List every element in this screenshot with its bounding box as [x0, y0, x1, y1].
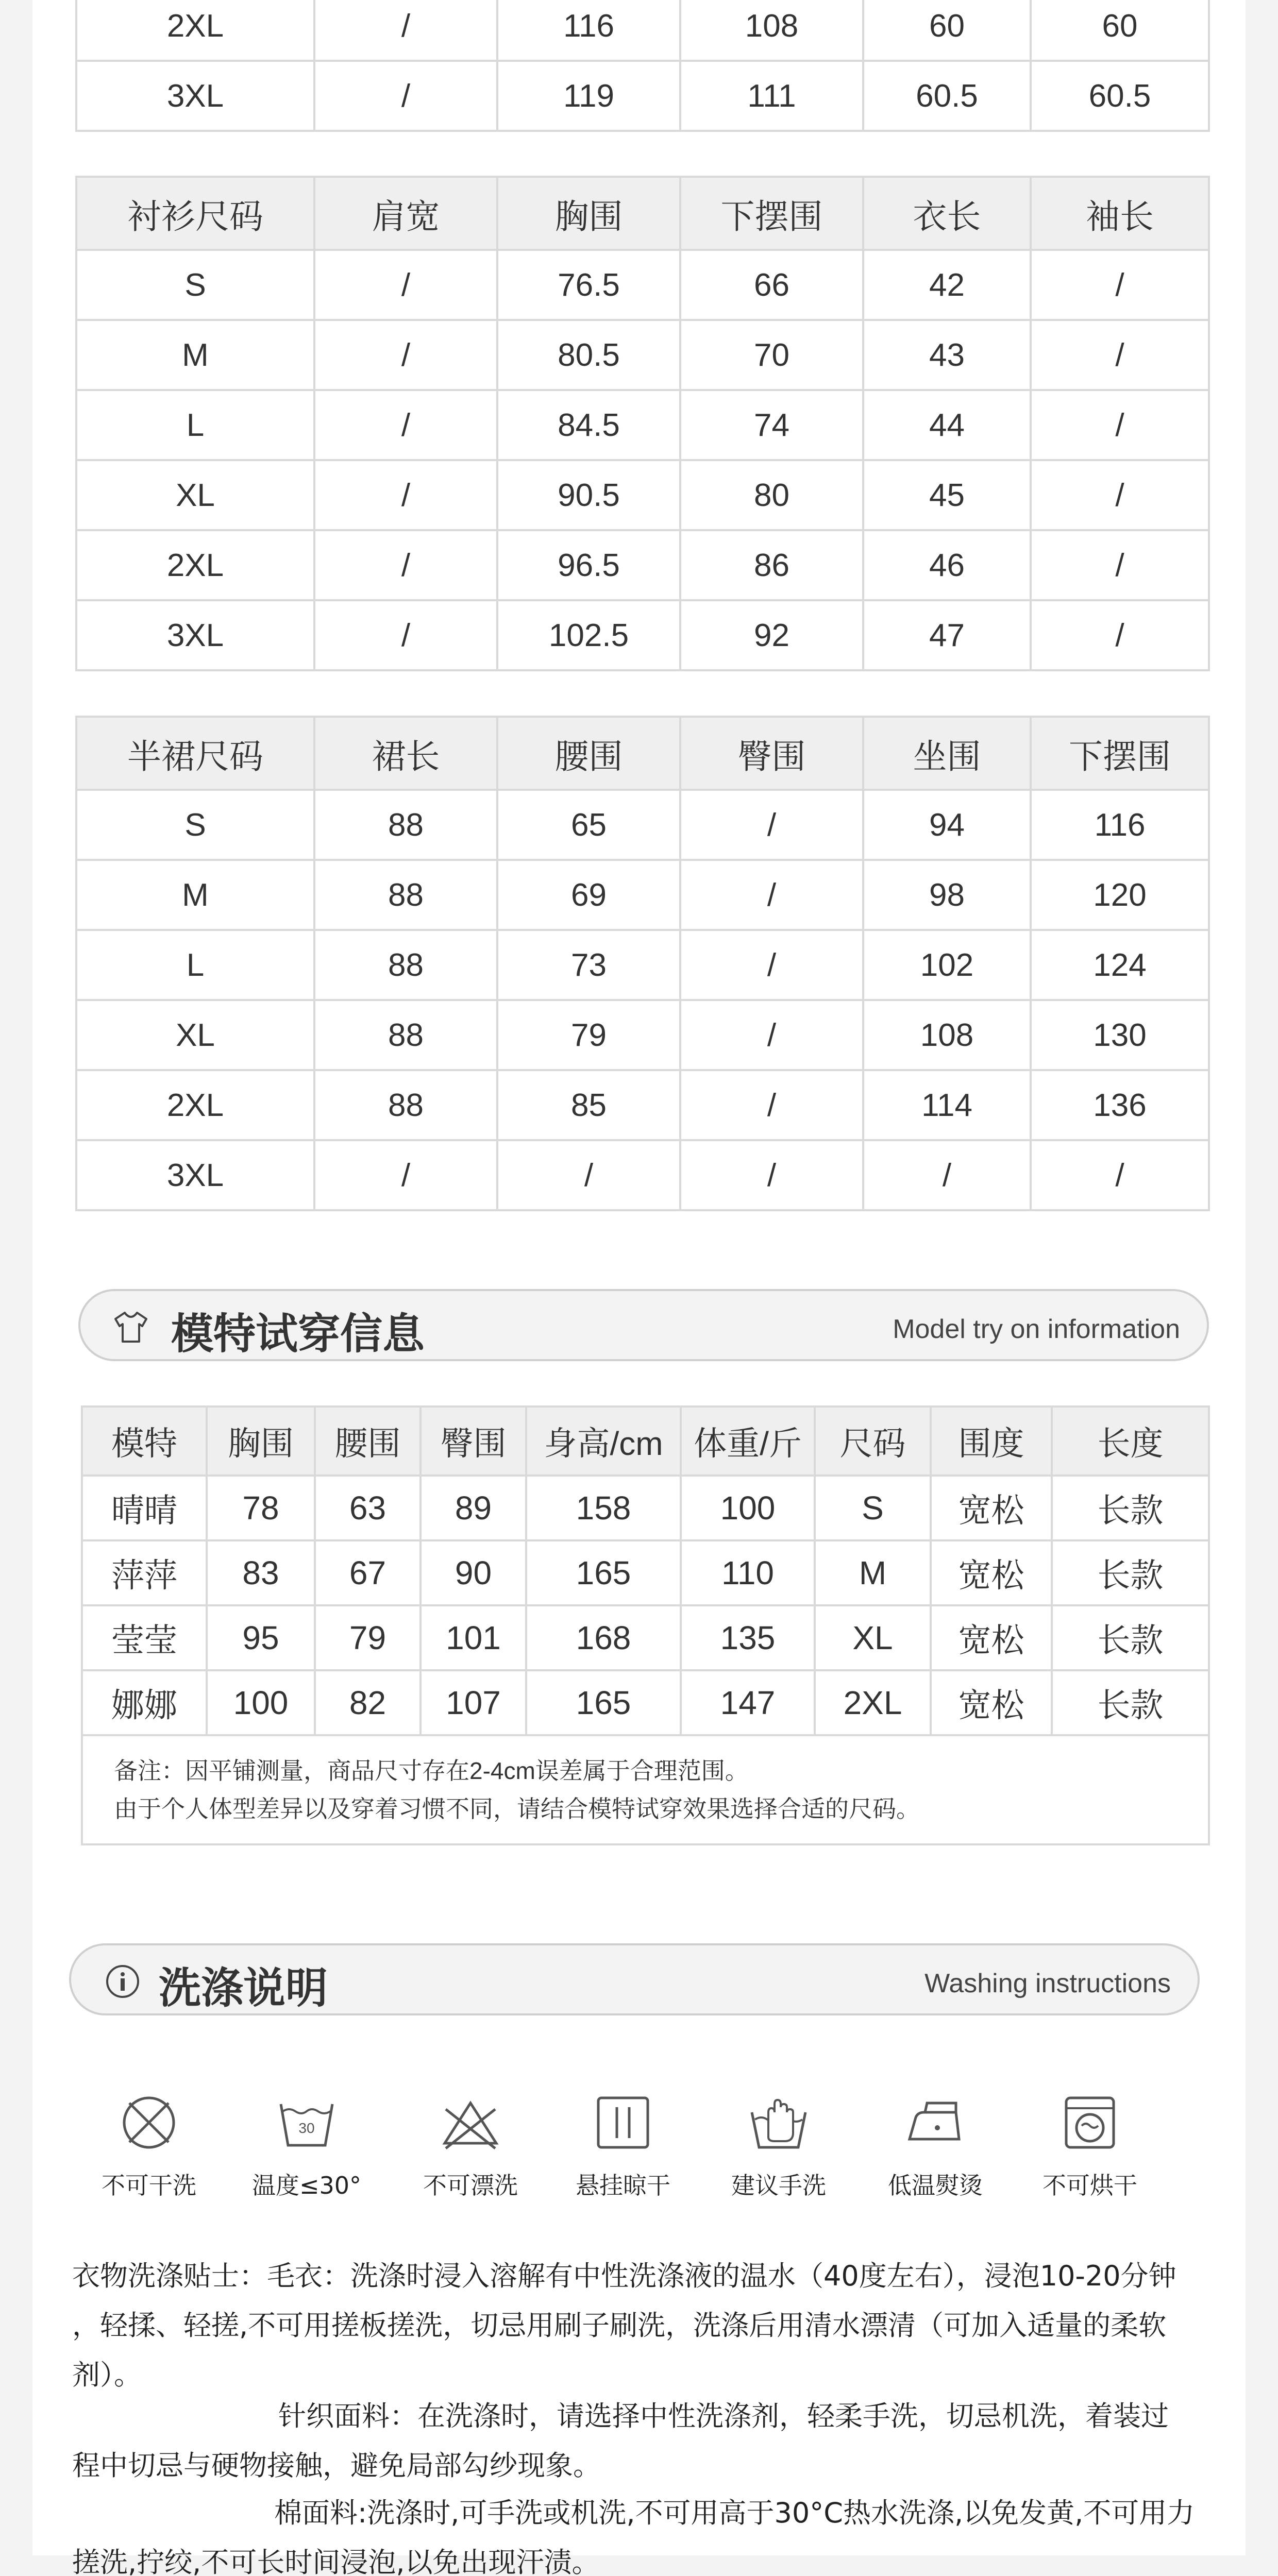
table-cell: 47: [863, 600, 1031, 670]
table-cell: 60: [1031, 0, 1209, 61]
table-cell: 136: [1031, 1070, 1209, 1140]
no-bleach-icon: [440, 2092, 501, 2154]
table-cell: 长款: [1052, 1670, 1209, 1735]
column-header: 臀围: [421, 1406, 526, 1476]
hang-dry: [559, 2092, 687, 2201]
table-cell: 萍萍: [82, 1540, 207, 1605]
table-cell: /: [1031, 250, 1209, 320]
model-table-note: [82, 1735, 1209, 1844]
table-cell: 69: [497, 860, 680, 930]
table-row: [76, 61, 1209, 131]
table-row: [76, 530, 1209, 600]
table-cell: 42: [863, 250, 1031, 320]
table-cell: 2XL: [76, 530, 314, 600]
care-line: 搓洗,拧绞,不可长时间浸泡,以免出现汗渍。: [72, 2546, 600, 2576]
table-cell: 110: [681, 1540, 815, 1605]
table-row: [76, 1070, 1209, 1140]
table-cell: 88: [314, 860, 497, 930]
wash-30-icon: [276, 2092, 338, 2154]
table-cell: /: [680, 1140, 863, 1210]
care-line: 针织面料：在洗涤时，请选择中性洗涤剂，轻柔手洗，切忌机洗，着装过: [278, 2400, 1169, 2432]
table-cell: 124: [1031, 930, 1209, 1000]
table-cell: 102.5: [497, 600, 680, 670]
table-cell: 80: [680, 460, 863, 530]
table-cell: S: [76, 250, 314, 320]
table-cell: 46: [863, 530, 1031, 600]
shirt-size-table: [75, 176, 1210, 671]
table-cell: 120: [1031, 860, 1209, 930]
wash-label: 不可漂洗: [423, 2172, 518, 2199]
table-cell: 79: [315, 1605, 421, 1670]
column-header: 长度: [1052, 1406, 1209, 1476]
table-cell: /: [1031, 1140, 1209, 1210]
column-header: 肩宽: [314, 177, 497, 250]
table-cell: 莹莹: [82, 1605, 207, 1670]
table-cell: 娜娜: [82, 1670, 207, 1735]
table-row: [76, 460, 1209, 530]
no-tumble-dry-icon: [1059, 2092, 1121, 2154]
table-cell: /: [863, 1140, 1031, 1210]
table-cell: 78: [207, 1476, 315, 1540]
table-cell: 76.5: [497, 250, 680, 320]
table-cell: 108: [680, 0, 863, 61]
model-info-subtitle: Model try on information: [893, 1314, 1180, 1344]
table-cell: 79: [497, 1000, 680, 1070]
wash-30: [242, 2092, 371, 2201]
table-cell: /: [314, 320, 497, 390]
no-dry-clean-icon: [118, 2092, 180, 2154]
table-cell: /: [497, 1140, 680, 1210]
table-cell: 100: [207, 1670, 315, 1735]
table-cell: 2XL: [76, 1070, 314, 1140]
table-cell: 45: [863, 460, 1031, 530]
table-cell: /: [680, 1000, 863, 1070]
wash-label: 不可干洗: [102, 2172, 196, 2199]
column-header: 模特: [82, 1406, 207, 1476]
table-cell: 114: [863, 1070, 1031, 1140]
table-cell: 88: [314, 790, 497, 860]
care-line: 程中切忌与硬物接触，避免局部勾纱现象。: [72, 2449, 601, 2482]
table-cell: /: [680, 1070, 863, 1140]
table-cell: 63: [315, 1476, 421, 1540]
table-cell: 88: [314, 1070, 497, 1140]
column-header: 衣长: [863, 177, 1031, 250]
note-line-1: 备注：因平铺测量，商品尺寸存在2-4cm误差属于合理范围。: [114, 1757, 749, 1784]
washing-subtitle: Washing instructions: [924, 1969, 1171, 1998]
table-cell: 2XL: [815, 1670, 931, 1735]
table-cell: 90.5: [497, 460, 680, 530]
table-cell: M: [815, 1540, 931, 1605]
table-cell: 3XL: [76, 61, 314, 131]
column-header: 身高/cm: [526, 1406, 681, 1476]
table-cell: /: [680, 860, 863, 930]
table-cell: M: [76, 860, 314, 930]
table-cell: XL: [76, 460, 314, 530]
table-cell: S: [76, 790, 314, 860]
table-cell: 111: [680, 61, 863, 131]
table-cell: 130: [1031, 1000, 1209, 1070]
table-cell: 85: [497, 1070, 680, 1140]
table-cell: 107: [421, 1670, 526, 1735]
table-cell: 119: [497, 61, 680, 131]
table-cell: 168: [526, 1605, 681, 1670]
no-bleach: [406, 2092, 535, 2201]
model-info-title: 模特试穿信息: [171, 1310, 425, 1359]
table-cell: 60.5: [1031, 61, 1209, 131]
table-cell: 66: [680, 250, 863, 320]
table-cell: /: [1031, 460, 1209, 530]
table-cell: /: [314, 460, 497, 530]
table-row: [76, 1000, 1209, 1070]
table-cell: 晴晴: [82, 1476, 207, 1540]
table-cell: /: [680, 790, 863, 860]
wash-label: 温度≤30°: [251, 2172, 362, 2199]
table-cell: 80.5: [497, 320, 680, 390]
low-iron-icon: [904, 2092, 966, 2154]
care-tips-paragraph-1: [72, 2251, 1226, 2400]
low-iron: [871, 2092, 1000, 2201]
table-cell: 95: [207, 1605, 315, 1670]
table-cell: /: [1031, 390, 1209, 460]
table-cell: 3XL: [76, 1140, 314, 1210]
table-cell: 2XL: [76, 0, 314, 61]
note-line-2: 由于个人体型差异以及穿着习惯不同，请结合模特试穿效果选择合适的尺码。: [114, 1795, 920, 1822]
table-cell: /: [1031, 530, 1209, 600]
table-cell: 88: [314, 930, 497, 1000]
table-cell: M: [76, 320, 314, 390]
skirt-size-table: [75, 716, 1210, 1211]
column-header: 坐围: [863, 717, 1031, 790]
hand-wash-icon: [748, 2092, 810, 2154]
table-cell: 116: [1031, 790, 1209, 860]
table-cell: 89: [421, 1476, 526, 1540]
table-cell: 60.5: [863, 61, 1031, 131]
table-row: [76, 250, 1209, 320]
table-cell: /: [314, 250, 497, 320]
info-icon: [104, 1963, 141, 2000]
table-cell: /: [314, 390, 497, 460]
hand-wash: [714, 2092, 843, 2201]
table-cell: /: [1031, 600, 1209, 670]
table-cell: 90: [421, 1540, 526, 1605]
no-tumble-dry: [1025, 2092, 1154, 2201]
table-row: [82, 1540, 1209, 1605]
table-row: [76, 0, 1209, 61]
care-tips-paragraph-3: [72, 2488, 1226, 2576]
table-row: [82, 1670, 1209, 1735]
table-cell: 宽松: [931, 1476, 1052, 1540]
care-line: 剂）。: [72, 2359, 142, 2391]
column-header: 臀围: [680, 717, 863, 790]
column-header: 围度: [931, 1406, 1052, 1476]
no-dry-clean: [85, 2092, 213, 2201]
model-info-banner: [78, 1289, 1209, 1361]
table-cell: 98: [863, 860, 1031, 930]
table-cell: /: [314, 600, 497, 670]
column-header: 裙长: [314, 717, 497, 790]
column-header: 尺码: [815, 1406, 931, 1476]
table-cell: XL: [815, 1605, 931, 1670]
table-cell: 67: [315, 1540, 421, 1605]
table-cell: 108: [863, 1000, 1031, 1070]
table-cell: 宽松: [931, 1670, 1052, 1735]
table-cell: 100: [681, 1476, 815, 1540]
table-cell: L: [76, 390, 314, 460]
model-try-on-table: [81, 1405, 1210, 1845]
care-tips-paragraph-2: [72, 2392, 1226, 2490]
wash-label: 悬挂晾干: [576, 2172, 670, 2199]
table-cell: 102: [863, 930, 1031, 1000]
column-header: 半裙尺码: [76, 717, 314, 790]
column-header: 袖长: [1031, 177, 1209, 250]
table-row: [82, 1605, 1209, 1670]
table-cell: 86: [680, 530, 863, 600]
column-header: 胸围: [497, 177, 680, 250]
table-cell: 70: [680, 320, 863, 390]
table-cell: 94: [863, 790, 1031, 860]
wash-label: 不可烘干: [1042, 2172, 1137, 2199]
table-cell: 长款: [1052, 1476, 1209, 1540]
table-cell: 43: [863, 320, 1031, 390]
care-line: 棉面料:洗涤时,可手洗或机洗,不可用高于30°C热水洗涤,以免发黄,不可用力: [274, 2497, 1195, 2529]
table-cell: 158: [526, 1476, 681, 1540]
table-row: [82, 1476, 1209, 1540]
column-header: 胸围: [207, 1406, 315, 1476]
table-row: [76, 320, 1209, 390]
table-cell: 88: [314, 1000, 497, 1070]
table-cell: 135: [681, 1605, 815, 1670]
table-cell: 长款: [1052, 1605, 1209, 1670]
table-cell: 73: [497, 930, 680, 1000]
hang-dry-icon: [592, 2092, 654, 2154]
table-cell: XL: [76, 1000, 314, 1070]
table-cell: /: [314, 1140, 497, 1210]
table-cell: /: [314, 61, 497, 131]
table-row: [76, 790, 1209, 860]
table-cell: 147: [681, 1670, 815, 1735]
table-row: [76, 860, 1209, 930]
table-cell: 165: [526, 1670, 681, 1735]
table-cell: /: [680, 930, 863, 1000]
table-row: [76, 600, 1209, 670]
table-cell: 65: [497, 790, 680, 860]
table-cell: 116: [497, 0, 680, 61]
table-cell: 60: [863, 0, 1031, 61]
table-row: [76, 1140, 1209, 1210]
table-cell: 82: [315, 1670, 421, 1735]
washing-title: 洗涤说明: [159, 1964, 328, 2013]
table-cell: 44: [863, 390, 1031, 460]
column-header: 腰围: [315, 1406, 421, 1476]
column-header: 体重/斤: [681, 1406, 815, 1476]
table-cell: 101: [421, 1605, 526, 1670]
care-line: ，轻揉、轻搓,不可用搓板搓洗，切忌用刷子刷洗，洗涤后用清水漂清（可加入适量的柔软: [72, 2309, 1167, 2342]
table-cell: L: [76, 930, 314, 1000]
tshirt-icon: [112, 1309, 149, 1346]
table-cell: 宽松: [931, 1605, 1052, 1670]
table-cell: 83: [207, 1540, 315, 1605]
table-cell: 84.5: [497, 390, 680, 460]
table-cell: 74: [680, 390, 863, 460]
table-cell: 宽松: [931, 1540, 1052, 1605]
care-line: 衣物洗涤贴士：毛衣：洗涤时浸入溶解有中性洗涤液的温水（40度左右），浸泡10-20分钟: [72, 2260, 1176, 2292]
table-cell: /: [314, 0, 497, 61]
wash-30-number: 30: [298, 2120, 315, 2136]
wash-label: 低温熨烫: [888, 2172, 983, 2199]
column-header: 下摆围: [680, 177, 863, 250]
table-cell: 3XL: [76, 600, 314, 670]
wash-label: 建议手洗: [731, 2172, 826, 2199]
table-cell: 165: [526, 1540, 681, 1605]
table-cell: 96.5: [497, 530, 680, 600]
jacket-size-table: [75, 0, 1210, 132]
table-cell: 92: [680, 600, 863, 670]
table-row: [76, 930, 1209, 1000]
column-header: 腰围: [497, 717, 680, 790]
table-row: [76, 390, 1209, 460]
table-cell: /: [314, 530, 497, 600]
table-cell: /: [1031, 320, 1209, 390]
column-header: 衬衫尺码: [76, 177, 314, 250]
washing-banner: [69, 1943, 1200, 2015]
table-cell: S: [815, 1476, 931, 1540]
column-header: 下摆围: [1031, 717, 1209, 790]
table-cell: 长款: [1052, 1540, 1209, 1605]
